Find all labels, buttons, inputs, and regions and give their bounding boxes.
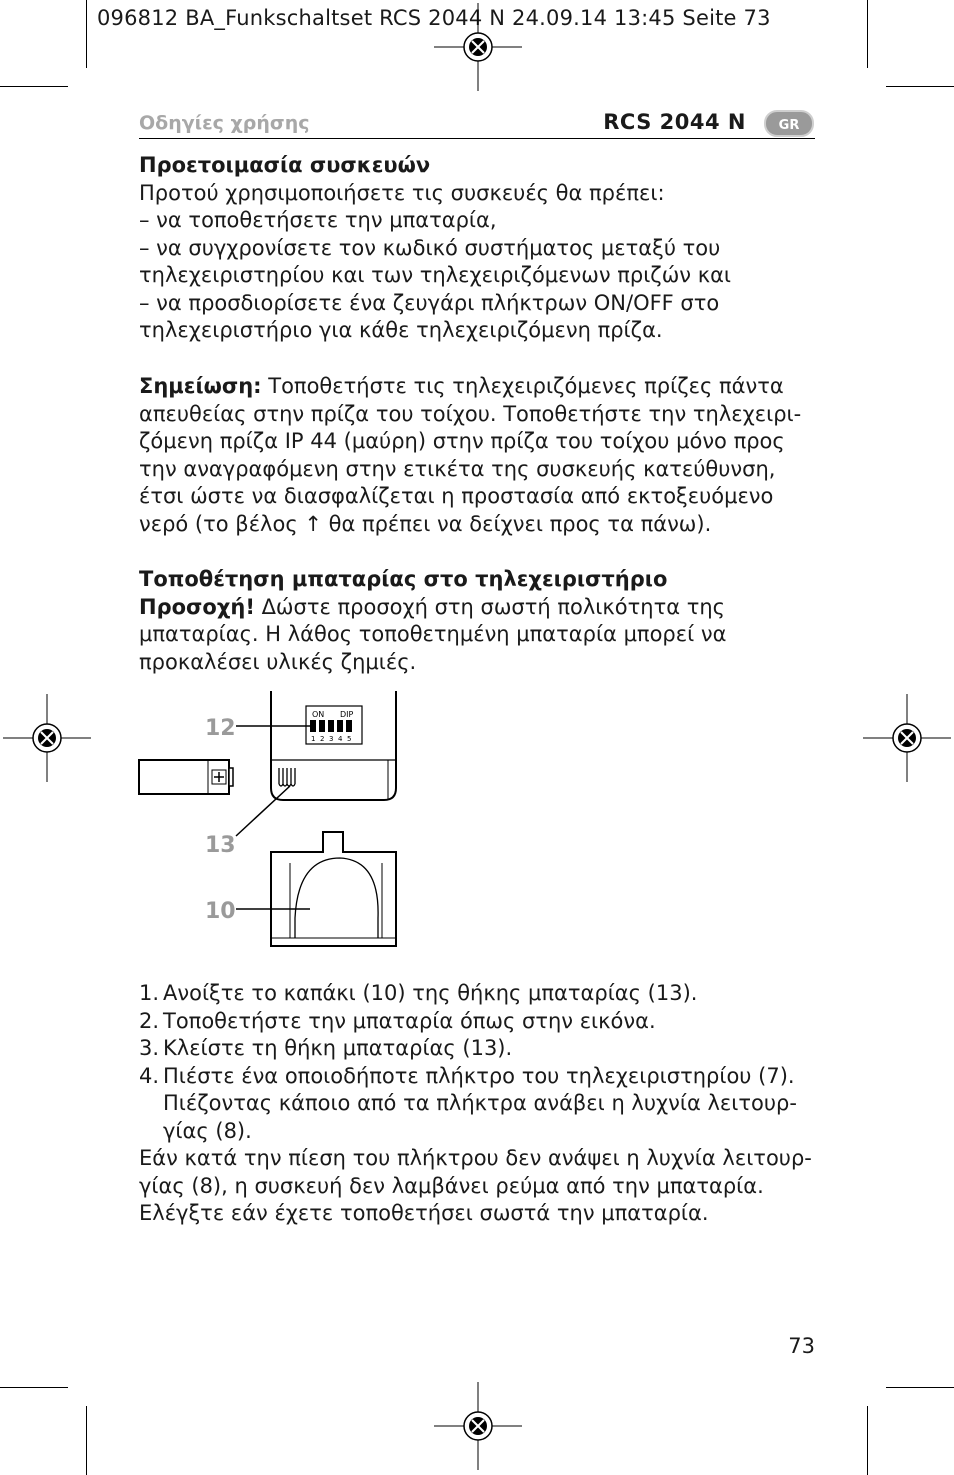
registration-mark-icon (434, 3, 522, 91)
dip-switch (337, 720, 343, 732)
section-battery (139, 566, 819, 676)
dip-switch (319, 720, 325, 732)
dip-label: DIP (340, 710, 354, 719)
step-number: 3. (139, 1036, 160, 1060)
dip-switch (328, 720, 334, 732)
paragraph-line: τηλεχειριστηρίου και των τηλεχειριζόμενων πριζών και (139, 263, 732, 287)
caution-label: Προσοχή! (139, 594, 255, 619)
dip-switch (310, 720, 316, 732)
step-text: Κλείστε τη θήκη μπαταρίας (13). (163, 1036, 513, 1060)
running-header-section: Οδηγίες χρήσης (139, 112, 310, 134)
step-text: Πιέζοντας κάποιο από τα πλήκτρα ανάβει η λυχνία λειτουρ- (163, 1091, 797, 1115)
note-label: Σημείωση: (139, 374, 262, 398)
paragraph-line: ζόμενη πρίζα IP 44 (μαύρη) στην πρίζα του τοίχου μόνο προς (139, 429, 785, 453)
label-13: 13 (205, 833, 236, 858)
label-12: 12 (205, 716, 236, 741)
step-text: γίας (8). (163, 1118, 252, 1143)
registration-mark-icon (863, 694, 951, 782)
paragraph-line: προκαλέσει υλικές ζημιές. (139, 649, 417, 674)
list-item (139, 980, 812, 1008)
dip-number: 1 (311, 735, 316, 743)
dip-switch (346, 720, 352, 732)
crop-mark (0, 1387, 68, 1388)
list-item (139, 1008, 812, 1036)
list-item (139, 1035, 812, 1063)
crop-mark (86, 1406, 87, 1475)
language-badge: GR (764, 110, 814, 137)
step-text: Τοποθετήστε την μπαταρία όπως στην εικόνα. (163, 1008, 656, 1033)
crop-mark (886, 86, 954, 87)
step-text: Πιέστε ένα οποιοδήποτε πλήκτρο του τηλεχειριστηρίου (7). (163, 1063, 795, 1088)
dip-number: 4 (338, 735, 343, 743)
section-heading: Προετοιμασία συσκευών (139, 153, 431, 177)
dip-number: 2 (320, 735, 325, 743)
list-item (139, 1063, 812, 1146)
list-item: – να τοποθετήσετε την μπαταρία, (139, 208, 497, 232)
step-number: 2. (139, 1008, 160, 1033)
paragraph-line: γίας (8), η συσκευή δεν λαμβάνει ρεύμα από την μπαταρία. (139, 1173, 764, 1198)
step-number: 4. (139, 1063, 160, 1088)
battery-diagram (130, 688, 410, 950)
section-heading: Τοποθέτηση μπαταρίας στο τηλεχειριστήριο (139, 567, 668, 591)
paragraph-line: μπαταρίας. Η λάθος τοποθετημένη μπαταρία μπορεί να (139, 622, 727, 646)
crop-mark (867, 0, 868, 68)
running-header-model: RCS 2044 N (603, 110, 746, 134)
paragraph-line: Δώστε προσοχή στη σωστή πολικότητα της (254, 594, 726, 619)
list-item: – να προσδιορίσετε ένα ζευγάρι πλήκτρων ON/OFF στο (139, 290, 720, 315)
paragraph-line: Ελέγξτε εάν έχετε τοποθετήσει σωστά την μπαταρία. (139, 1201, 709, 1225)
dip-on-label: ON (312, 710, 325, 719)
step-number: 1. (139, 981, 160, 1005)
crop-mark (86, 0, 87, 68)
crop-mark (867, 1406, 868, 1475)
page-number: 73 (788, 1334, 815, 1358)
header-rule (139, 138, 815, 139)
step-text: Ανοίξτε το καπάκι (10) της θήκης μπαταρίας (13). (163, 981, 698, 1005)
dip-number: 3 (329, 735, 334, 743)
crop-mark (0, 86, 68, 87)
paragraph-line: τηλεχειριστήριο για κάθε τηλεχειριζόμενη πρίζα. (139, 318, 663, 342)
crop-mark (886, 1387, 954, 1388)
paragraph-line: Εάν κατά την πίεση του πλήκτρου δεν ανάψει η λυχνία λειτουρ- (139, 1146, 812, 1170)
section-prep (139, 152, 819, 345)
section-note (139, 373, 819, 538)
list-item: – να συγχρονίσετε τον κωδικό συστήματος μεταξύ του (139, 235, 721, 260)
registration-mark-icon (434, 1382, 522, 1470)
paragraph-line: Προτού χρησιμοποιήσετε τις συσκευές θα πρέπει: (139, 180, 665, 205)
paragraph-line: έτσι ώστε να διασφαλίζεται η προστασία από εκτοξευόμενο (139, 484, 774, 508)
dip-number: 5 (347, 735, 352, 743)
paragraph-line: απευθείας στην πρίζα του τοίχου. Τοποθετήστε την τηλεχειρι- (139, 401, 802, 426)
paragraph-line: την αναγραφόμενη στην ετικέτα της συσκευής κατεύθυνση, (139, 456, 776, 481)
paragraph-line: νερό (το βέλος ↑ θα πρέπει να δείχνει προς τα πάνω). (139, 511, 712, 536)
label-10: 10 (205, 899, 236, 924)
print-header: 096812 BA_Funkschaltset RCS 2044 N 24.09.14 13:45 Seite 73 (97, 6, 771, 30)
paragraph-line: Τοποθετήστε τις τηλεχειριζόμενες πρίζες πάντα (261, 374, 784, 398)
registration-mark-icon (3, 694, 91, 782)
steps-list (139, 980, 812, 1228)
